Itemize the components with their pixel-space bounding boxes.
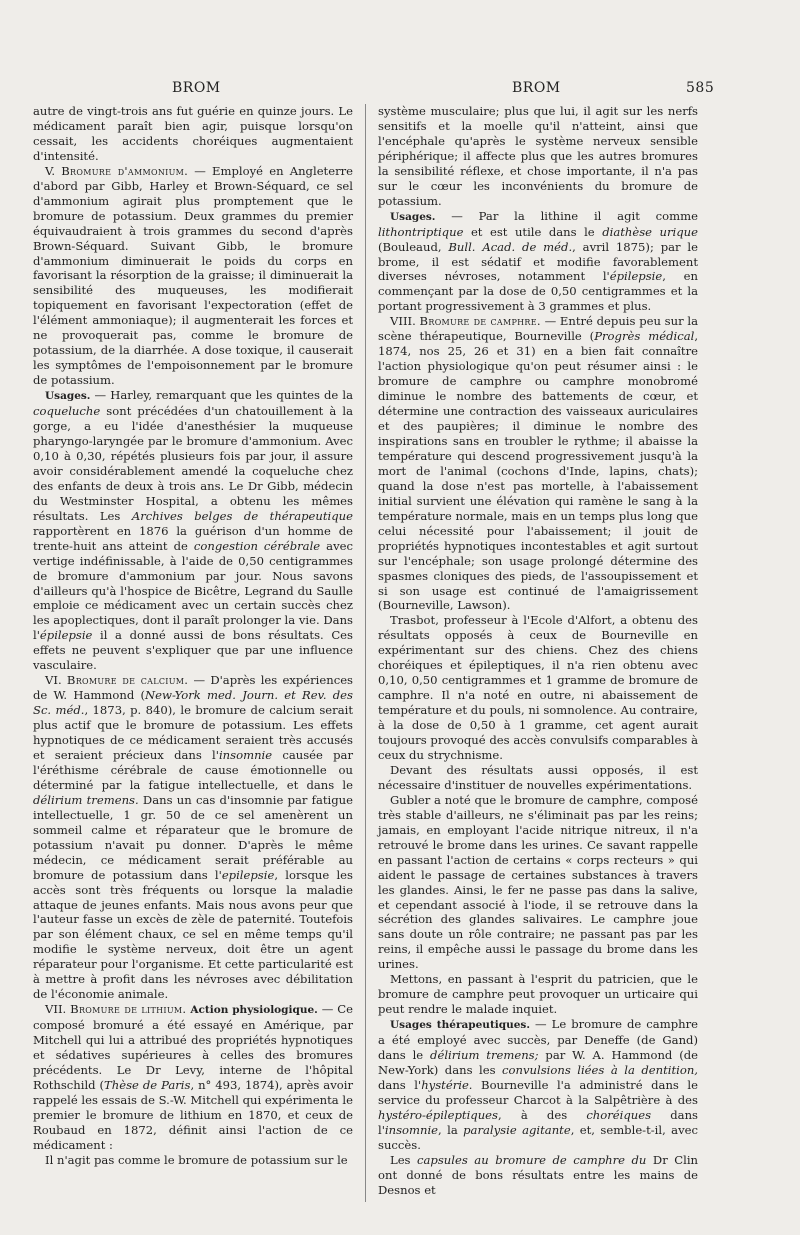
text: — Harley, remarquant que les quintes de la bbox=[90, 388, 353, 403]
text: Trasbot, professeur à l'Ecole d'Alfort, a obtenu des résultats opposés à ceux de Bourneville en expérimentant sur des chiens. Chez des chiens choréiques et épileptiques, il n'a rien obtenu avec 0,10, 0,50 centigrammes et 1 gramme de bromure de camphre. Il n'a noté en outre, ni abaissement de température et du pouls, ni somnolence. Au contraire, à la dose de 0,50 à 1 gramme, cet agent aurait toujours provoqué des accès convulsifs comparables à ceux du strychnisme. bbox=[378, 613, 698, 762]
paragraph-usages bbox=[378, 209, 698, 315]
page-number: 585 bbox=[686, 80, 715, 96]
section-title: Bromure de calcium. bbox=[66, 673, 189, 688]
text: Dans un cas d'insomnie par fatigue intellectuelle, 1 gr. 50 de ce sel amenèrent un sommeil calme et réparateur que le bromure de potassium n'avait pu donner. D'après le même médecin, ce médicament serait préférable au bromure de potassium dans l' bbox=[33, 792, 353, 882]
paragraph bbox=[378, 1153, 698, 1198]
text: , et, semble-t-il, avec succès. bbox=[378, 1122, 698, 1152]
emphasis: lithontriptique bbox=[378, 224, 464, 239]
text: système musculaire; plus que lui, il agit sur les nerfs sensitifs et la moelle qu'il n'atteint, ainsi que l'encéphale qu'après le système nerveux sensible périphérique; il affecte plus que les autres bromures la sensibilité réflexe, et chose importante, il n'a pas sur le cœur les inconvénients du bromure de potassium. bbox=[378, 104, 698, 208]
column-divider bbox=[365, 104, 366, 1202]
section-number: VIII. bbox=[390, 314, 416, 329]
text: dans l' bbox=[378, 1077, 422, 1092]
section-bromure-ammonium bbox=[33, 164, 353, 388]
text: Bourneville l'a administré dans le service du professeur Charcot à la Salpêtrière à des bbox=[378, 1077, 698, 1107]
text: — Le bromure de camphre a été employé avec succès, par Deneffe (de Gand) dans le bbox=[378, 1017, 698, 1063]
subsection-label: Usages. bbox=[45, 390, 91, 403]
paragraph-usages-therapeutiques bbox=[378, 1017, 698, 1153]
text: (Bouleaud, bbox=[378, 239, 449, 254]
emphasis: epilepsie bbox=[221, 867, 275, 882]
text: Dr Clin ont donné de bons résultats entre les mains de Desnos et bbox=[378, 1152, 698, 1197]
emphasis: choréiques bbox=[586, 1107, 652, 1122]
left-running-title: BROM bbox=[172, 80, 221, 96]
emphasis: Bull. Acad. de méd. bbox=[448, 239, 573, 254]
text: , à des bbox=[497, 1107, 587, 1122]
emphasis: insomnie bbox=[218, 747, 273, 762]
running-header bbox=[0, 80, 800, 100]
subsection-label: Action physiologique. bbox=[190, 1004, 318, 1017]
right-running-title: BROM bbox=[512, 80, 561, 96]
emphasis: convulsions liées à la dentition, bbox=[502, 1063, 698, 1077]
emphasis: délirium tremens. bbox=[33, 792, 139, 807]
text: Mettons, en passant à l'esprit du patricien, que le bromure de camphre peut provoquer un urticaire qui peut rendre le malade inquiet. bbox=[378, 972, 698, 1017]
emphasis: paralysie agitante bbox=[463, 1122, 571, 1137]
section-title: Bromure de lithium. bbox=[70, 1002, 187, 1017]
right-column bbox=[378, 104, 698, 1198]
section-number: VII. bbox=[45, 1002, 67, 1017]
section-number: VI. bbox=[45, 673, 62, 688]
text: , lorsque les accès sont très fréquents ou lorsque la maladie attaque de jeunes enfants. Mais nous avons peur que l'auteur fasse un excès de zèle de paternité. Toutefois par son élément chaux, ce sel en même temps qu'il modifie le système nerveux, doit être un agent réparateur pour l'organisme. Et cette particularité est à mettre à profit dans les névroses avec débilitation de l'économie animale. bbox=[33, 867, 353, 1002]
text: — D'après les expériences de W. Hammond ( bbox=[33, 673, 354, 703]
emphasis: hystéro-épileptiques bbox=[378, 1107, 498, 1122]
text: avec vertige indéfinissable, à l'aide de 0,50 centigrammes de bromure d'ammonium par jour. Nous savons d'ailleurs qu'à l'hospice de Bicêtre, Legrand du Saulle emploie ce médicament avec un certain succès chez les apoplectiques, dont il paraît prolonger la vie. Dans l' bbox=[33, 538, 353, 643]
emphasis: capsules au bromure de camphre du bbox=[417, 1152, 647, 1167]
section-number: V. bbox=[45, 163, 56, 178]
text: Il n'agit pas comme le bromure de potassium sur le bbox=[45, 1152, 348, 1167]
emphasis: Thèse de Paris bbox=[104, 1077, 191, 1092]
emphasis: New-York med. Journ. et Rev. des Sc. méd. bbox=[33, 688, 353, 718]
text: , avril 1875); par le brome, il est sédatif et modifie favorablement diverses névroses, notamment l' bbox=[378, 239, 698, 284]
text: par W. A. Hammond (de New-York) dans les bbox=[378, 1048, 698, 1077]
text: Gubler a noté que le bromure de camphre, composé très stable d'ailleurs, ne s'éliminait pas par les reins; jamais, en employant l'acide nitrique nitreux, il n'a retrouvé le brome dans les urines. Ce savant rappelle en passant l'action de certains « corps recteurs » qui aident le passage de certaines substances à travers les glandes. Ainsi, le fer ne passe pas dans la salive, et cependant associé à l'iode, il se retrouve dans la sécrétion des glandes salivaires. Le camphre joue sans doute un rôle contraire; ne passant pas par les reins, il empêche aussi le passage du brome dans les urines. bbox=[378, 792, 698, 972]
emphasis: coqueluche bbox=[33, 404, 101, 419]
section-bromure-calcium bbox=[33, 673, 353, 1002]
emphasis: insomnie bbox=[384, 1122, 439, 1137]
text: sont précédées d'un chatouillement à la gorge, a eu l'idée d'anesthésier la muqueuse pharyngo-laryngée par le bromure d'ammonium. Avec 0,10 à 0,30, répétés plusieurs fois par jour, il assure avoir considérablement amendé la coqueluche chez des enfants de deux à trois ans. Le Dr Gibb, médecin du Westminster Hospital, a obtenu les mêmes résultats. Les bbox=[33, 404, 353, 523]
text: , la bbox=[438, 1122, 464, 1137]
emphasis: hystérie. bbox=[421, 1077, 473, 1092]
emphasis: épilepsie bbox=[39, 628, 93, 643]
paragraph bbox=[33, 104, 353, 164]
text: , n° 493, 1874), après avoir rappelé les essais de S.-W. Mitchell qui expérimenta le premier le bromure de lithium en 1870, et ceux de Roubaud en 1872, définit ainsi l'action de ce médicament : bbox=[33, 1077, 353, 1152]
text: autre de vingt-trois ans fut guérie en quinze jours. Le médicament paraît bien agir, puisque lorsqu'on cessait, les accidents choréiques augmentaient d'intensité. bbox=[33, 104, 353, 163]
text: , 1873, p. 840), le bromure de calcium serait plus actif que le bromure de potassium. Les effets hypnotiques de ce médicament seraient très accusés et seraient précieux dans l' bbox=[33, 703, 353, 762]
paragraph bbox=[378, 104, 698, 209]
emphasis: délirium tremens; bbox=[430, 1048, 539, 1063]
section-bromure-camphre bbox=[378, 314, 698, 613]
emphasis: épilepsie bbox=[609, 269, 663, 284]
left-column bbox=[33, 104, 353, 1168]
paragraph-usages bbox=[33, 388, 353, 673]
text: il a donné aussi de bons résultats. Ces effets ne peuvent s'expliquer que par une influence vasculaire. bbox=[33, 628, 353, 673]
text: Les bbox=[390, 1152, 418, 1167]
text: rapportèrent en 1876 la guérison d'un homme de trente-huit ans atteint de bbox=[33, 523, 353, 553]
section-title: Bromure d'ammonium. bbox=[61, 163, 189, 178]
subsection-label: Usages. bbox=[390, 210, 436, 223]
text: — Entré depuis peu sur la scène thérapeutique, Bourneville ( bbox=[378, 314, 698, 344]
paragraph bbox=[378, 763, 698, 793]
text: et est utile dans le bbox=[463, 224, 603, 239]
section-title: Bromure de camphre. bbox=[419, 314, 541, 329]
text: — Ce composé bromuré a été essayé en Amérique, par Mitchell qui lui a attribué des propriétés hypnotiques et sédatives supérieures à celles des bromures précédents. Le Dr Levy, interne de l'hôpital Rothschild ( bbox=[33, 1002, 353, 1092]
text: , en commençant par la dose de 0,50 centigrammes et la portant progressivement à 3 grammes et plus. bbox=[378, 269, 698, 314]
text: — Par la lithine il agit comme bbox=[435, 208, 698, 223]
text: dans l' bbox=[378, 1107, 698, 1137]
text: , 1874, nos 25, 26 et 31) en a bien fait connaître l'action physiologique qu'on peut résumer ainsi : le bromure de camphre ou camphre monobromé diminue le nombre des battements de cœur, et détermine une contraction des vaisseaux auriculaires et des paupières; il diminue le nombre des inspirations sans en troubler le rythme; il abaisse la température qui descend progressivement jusqu'à la mort de l'animal (cochons d'Inde, lapins, chats); quand la dose n'est pas mortelle, à l'abaissement initial survient une élévation qui ramène le sang à la température normale, mais en un temps plus long que celui nécessité pour l'abaissement; il jouit de propriétés hypnotiques incontestables et agit surtout sur l'encéphale; son usage prolongé détermine des spasmes cloniques des pieds, de l'assoupissement et si son usage est continué de l'amaigrissement (Bourneville, Lawson). bbox=[378, 329, 698, 613]
emphasis: diathèse urique bbox=[602, 224, 698, 239]
text: — Employé en Angleterre d'abord par Gibb, Harley et Brown-Séquard, ce sel d'ammonium agirait plus promptement que le bromure de potassium. Deux grammes du premier équivaudraient à trois grammes du second d'après Brown-Séquard. Suivant Gibb, le bromure d'ammonium diminuerait le poids du corps en favorisant la résorption de la graisse; il diminuerait la sensibilité des muqueuses, les modifierait topiquement en favorisant l'expectoration (effet de l'élément ammoniaque); il augmenterait les forces et ne provoquerait pas, comme le bromure de potassium, de la diarrhée. A dose toxique, il causerait les symptômes de l'empoisonnement par le bromure de potassium. bbox=[33, 163, 354, 388]
text: causée par l'éréthisme cérébrale de cause émotionnelle ou déterminé par la fatigue intellectuelle, et dans le bbox=[33, 747, 353, 792]
paragraph bbox=[378, 972, 698, 1017]
emphasis: Archives belges de thérapeutique bbox=[131, 508, 353, 523]
emphasis: Progrès médical bbox=[594, 329, 695, 344]
text: Devant des résultats aussi opposés, il est nécessaire d'instituer de nouvelles expérimentations. bbox=[378, 762, 698, 792]
paragraph bbox=[33, 1153, 353, 1168]
section-bromure-lithium bbox=[33, 1002, 353, 1153]
paragraph bbox=[378, 613, 698, 763]
subsection-label: Usages thérapeutiques. bbox=[390, 1019, 531, 1032]
emphasis: congestion cérébrale bbox=[193, 538, 321, 553]
paragraph bbox=[378, 793, 698, 972]
